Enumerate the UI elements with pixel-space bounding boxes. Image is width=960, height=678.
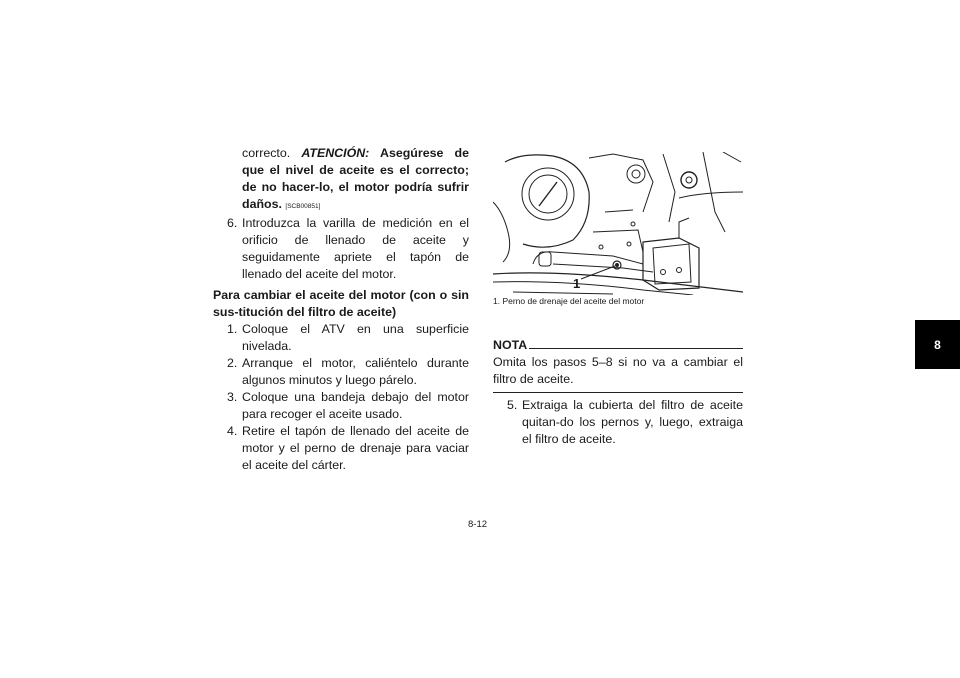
step-5 [493,397,743,448]
left-column [213,145,469,474]
step-4 [213,423,469,474]
nota-rule [529,348,743,349]
warning-code: [SCB00851] [285,203,321,210]
step-5-text: Extraiga la cubierta del filtro de aceite quitan-do los pernos y, luego, extraiga el filtro de aceite. [522,398,743,446]
step-5-continuation [213,145,469,215]
nota-end-rule [493,392,743,393]
page-number: 8-12 [468,519,488,530]
step-1 [213,321,469,355]
step-3-number: 3. [227,390,238,404]
step-4-number: 4. [227,424,238,438]
step-2-number: 2. [227,356,238,370]
step-5-number: 5. [507,398,518,412]
step-2-text: Arranque el motor, caliéntelo durante algunos minutos y luego párelo. [242,356,469,387]
warning-title: ATENCIÓN: [301,146,370,160]
step-6-text: Introduzca la varilla de medición en el orificio de llenado de aceite y seguidamente apriete el tapón de llenado del aceite del motor. [242,216,469,281]
step-5-cont-text: correcto. [242,146,302,160]
nota-header [493,337,743,354]
step-1-text: Coloque el ATV en una superficie nivelada. [242,322,469,353]
step-4-text: Retire el tapón de llenado del aceite de motor y el perno de drenaje para vaciar el aceite del cárter. [242,424,469,472]
warning-text: Asegúrese de que el nivel de aceite es el correcto; de no hacer-lo, el motor podría sufrir daños. [242,146,469,211]
step-3-text: Coloque una bandeja debajo del motor para recoger el aceite usado. [242,390,469,421]
figure-caption: 1. Perno de drenaje del aceite del motor [493,296,645,306]
nota-text: Omita los pasos 5–8 si no va a cambiar el filtro de aceite. [493,355,743,386]
section-heading: Para cambiar el aceite del motor (con o sin sus-titución del filtro de aceite) [213,288,469,319]
step-6 [213,215,469,283]
engine-drain-bolt-illustration [493,152,743,295]
callout-number: 1 [573,276,581,291]
step-3 [213,389,469,423]
step-2 [213,355,469,389]
step-6-number: 6. [227,216,238,230]
nota-title: NOTA [493,338,528,352]
step-1-number: 1. [227,322,238,336]
right-column [493,337,743,448]
chapter-tab: 8 [915,320,960,369]
